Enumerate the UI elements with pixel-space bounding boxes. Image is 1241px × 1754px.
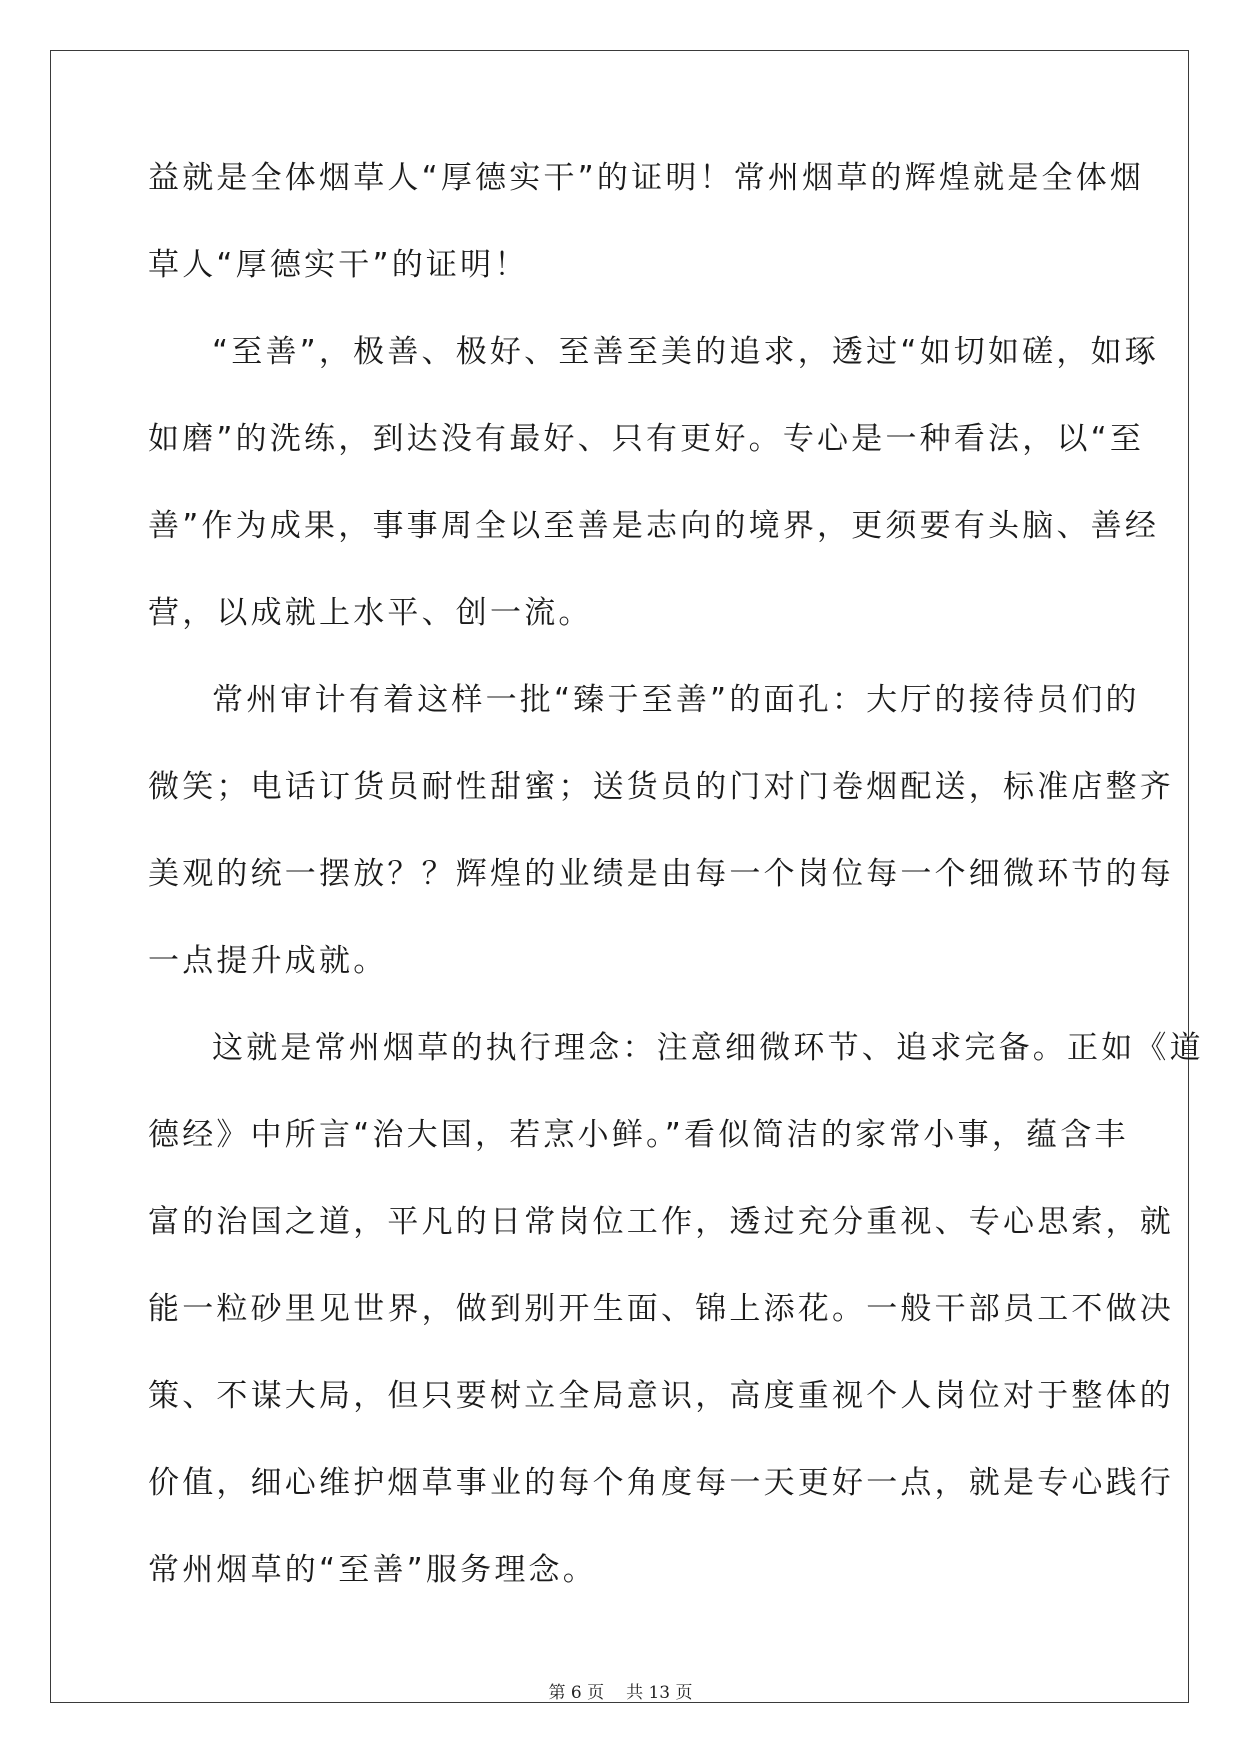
paragraph-start-line: “至善”，极善、极好、至善至美的追求，透过“如切如磋，如琢 [212, 334, 1159, 370]
total-pages: 共 13 页 [626, 1683, 693, 1703]
text-line: 营，以成就上水平、创一流。 [148, 595, 593, 631]
text-line: 常州烟草的“至善”服务理念。 [148, 1552, 597, 1588]
text-line: 美观的统一摆放？？辉煌的业绩是由每一个岗位每一个细微环节的每 [148, 856, 1174, 892]
text-line: 草人“厚德实干”的证明！ [148, 247, 529, 283]
text-line: 德经》中所言“治大国，若烹小鲜。”看似简洁的家常小事，蕴含丰 [148, 1117, 1129, 1153]
text-line: 益就是全体烟草人“厚德实干”的证明！常州烟草的辉煌就是全体烟 [148, 160, 1145, 196]
text-line: 策、不谋大局，但只要树立全局意识，高度重视个人岗位对于整体的 [148, 1378, 1174, 1414]
text-line: 如磨”的洗练，到达没有最好、只有更好。专心是一种看法，以“至 [148, 421, 1145, 457]
text-line: 一点提升成就。 [148, 943, 388, 979]
text-line: 富的治国之道，平凡的日常岗位工作，透过充分重视、专心思索，就 [148, 1204, 1174, 1240]
text-line: 价值，细心维护烟草事业的每个角度每一天更好一点，就是专心践行 [148, 1465, 1174, 1501]
paragraph-start-line: 常州审计有着这样一批“臻于至善”的面孔：大厅的接待员们的 [212, 682, 1140, 718]
page-number: 第 6 页 [548, 1683, 605, 1703]
text-line: 能一粒砂里见世界，做到别开生面、锦上添花。一般干部员工不做决 [148, 1291, 1174, 1327]
page-footer [0, 1682, 1241, 1704]
text-line: 微笑；电话订货员耐性甜蜜；送货员的门对门卷烟配送，标准店整齐 [148, 769, 1174, 805]
document-body [148, 156, 1204, 1635]
paragraph-start-line: 这就是常州烟草的执行理念：注意细微环节、追求完备。正如《道 [212, 1030, 1204, 1066]
text-line: 善”作为成果，事事周全以至善是志向的境界，更须要有头脑、善经 [148, 508, 1160, 544]
